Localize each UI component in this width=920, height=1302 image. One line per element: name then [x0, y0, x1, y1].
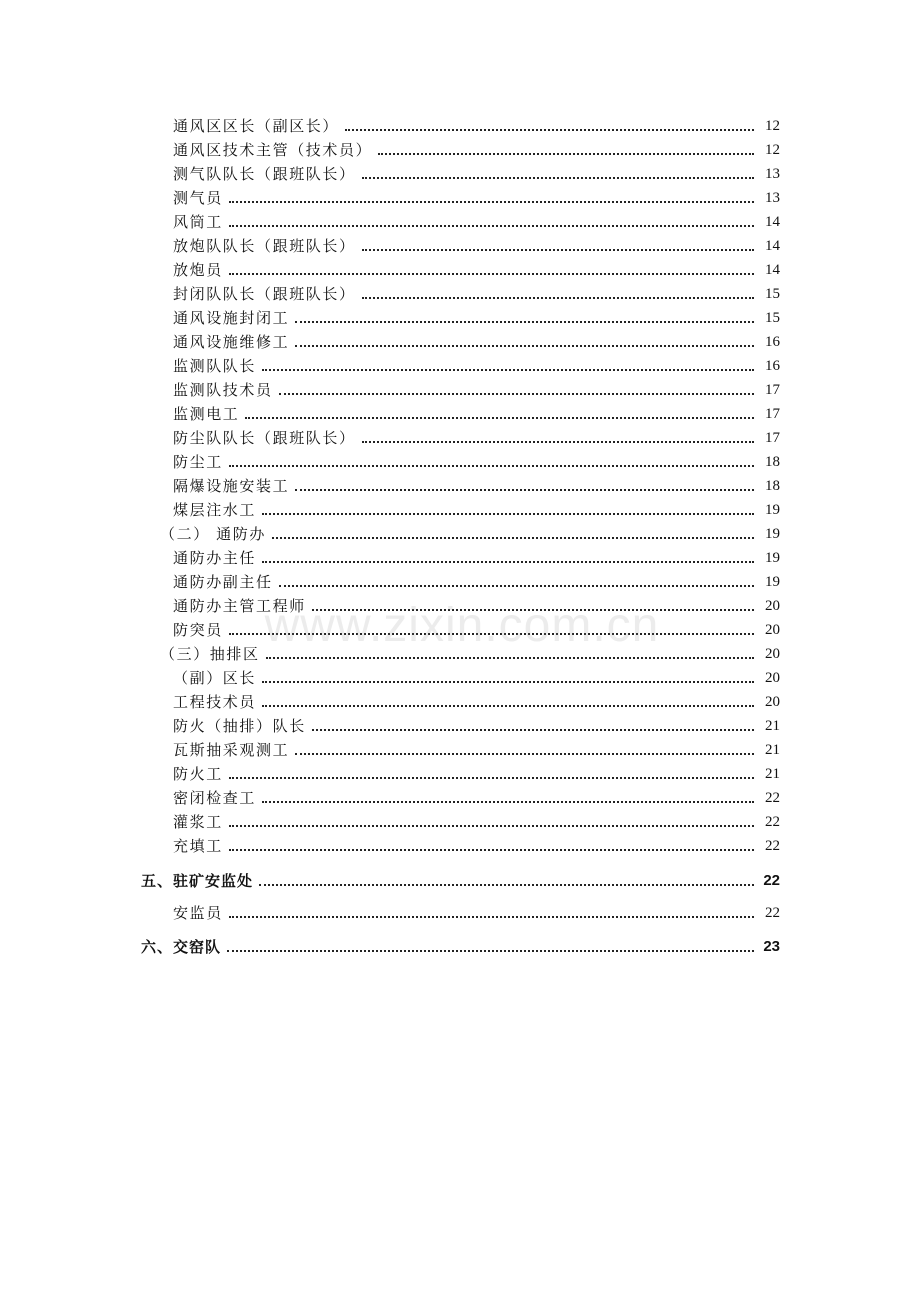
toc-entry-title: 通防办主任: [173, 549, 257, 567]
toc-entry-title: 风筒工: [173, 213, 223, 231]
toc-entry-title: 放炮队队长（跟班队长）: [173, 237, 356, 255]
toc-entry-title: 通风区区长（副区长）: [173, 117, 340, 135]
leader-dots: [245, 417, 754, 419]
toc-entry-title: 五、驻矿安监处: [141, 872, 254, 890]
watermark: www.zixin.com.cn: [264, 599, 660, 652]
leader-dots: [362, 249, 754, 251]
toc-entry-page: 19: [765, 574, 780, 590]
toc-entry-page: 20: [765, 670, 780, 686]
toc-entry-title: 煤层注水工: [173, 501, 257, 519]
leader-dots: [262, 801, 754, 803]
toc-entry-title: 放炮员: [173, 261, 223, 279]
leader-dots: [345, 129, 754, 131]
toc-entry-page: 22: [765, 905, 780, 921]
toc-entry[interactable]: [0, 569, 920, 591]
toc-entry-page: 21: [765, 766, 780, 782]
toc-entry-title: 瓦斯抽采观测工: [173, 741, 290, 759]
toc-entry[interactable]: [0, 593, 920, 615]
leader-dots: [229, 633, 754, 635]
toc-entry-title: 通防办主管工程师: [173, 597, 306, 615]
toc-entry-title: 安监员: [173, 904, 223, 922]
leader-dots: [229, 777, 754, 779]
toc-entry-page: 18: [765, 478, 780, 494]
toc-entry[interactable]: [0, 425, 920, 447]
toc-entry-title: 灌浆工: [173, 813, 223, 831]
toc-entry-page: 20: [765, 622, 780, 638]
toc-entry[interactable]: [0, 900, 920, 922]
leader-dots: [312, 729, 754, 731]
toc-entry[interactable]: [0, 689, 920, 711]
toc-entry-title: 隔爆设施安装工: [173, 477, 290, 495]
leader-dots: [262, 513, 754, 515]
toc-entry[interactable]: [0, 449, 920, 471]
toc-entry[interactable]: [0, 809, 920, 831]
toc-entry-page: 14: [765, 214, 780, 230]
leader-dots: [229, 849, 754, 851]
leader-dots: [262, 561, 754, 563]
leader-dots: [229, 201, 754, 203]
toc-entry-page: 19: [765, 526, 780, 542]
toc-entry[interactable]: [0, 185, 920, 207]
toc-entry[interactable]: [0, 665, 920, 687]
toc-entry-title: 工程技术员: [173, 693, 257, 711]
leader-dots: [259, 884, 754, 886]
toc-entry-page: 14: [765, 238, 780, 254]
toc-entry-title: 测气队队长（跟班队长）: [173, 165, 356, 183]
toc-entry-page: 17: [765, 406, 780, 422]
toc-chapter-entry[interactable]: [0, 868, 920, 890]
toc-entry[interactable]: [0, 401, 920, 423]
toc-chapter-entry[interactable]: [0, 934, 920, 956]
leader-dots: [262, 705, 754, 707]
toc-entry[interactable]: [0, 713, 920, 735]
toc-entry-page: 13: [765, 166, 780, 182]
toc-entry[interactable]: [0, 257, 920, 279]
toc-entry-title: 测气员: [173, 189, 223, 207]
toc-entry[interactable]: [0, 497, 920, 519]
toc-entry-page: 19: [765, 550, 780, 566]
toc-entry[interactable]: [0, 113, 920, 135]
toc-entry-page: 16: [765, 358, 780, 374]
leader-dots: [295, 345, 754, 347]
toc-section-entry[interactable]: [0, 521, 920, 543]
toc-entry-page: 17: [765, 430, 780, 446]
leader-dots: [229, 825, 754, 827]
toc-entry[interactable]: [0, 353, 920, 375]
leader-dots: [229, 465, 754, 467]
toc-section-entry[interactable]: [0, 641, 920, 663]
toc-entry-page: 20: [765, 646, 780, 662]
leader-dots: [227, 950, 754, 952]
toc-entry-title: 通风区技术主管（技术员）: [173, 141, 373, 159]
toc-entry-page: 14: [765, 262, 780, 278]
toc-entry[interactable]: [0, 761, 920, 783]
toc-entry-page: 16: [765, 334, 780, 350]
leader-dots: [262, 681, 754, 683]
toc-entry-title: 防尘队队长（跟班队长）: [173, 429, 356, 447]
toc-entry[interactable]: [0, 209, 920, 231]
toc-entry[interactable]: [0, 161, 920, 183]
leader-dots: [378, 153, 754, 155]
toc-entry-page: 15: [765, 286, 780, 302]
toc-entry-title: 通防办副主任: [173, 573, 273, 591]
toc-entry-title: 监测队队长: [173, 357, 257, 375]
leader-dots: [266, 657, 754, 659]
leader-dots: [229, 225, 754, 227]
toc-entry-title: 通风设施维修工: [173, 333, 290, 351]
toc-entry-title: 监测电工: [173, 405, 240, 423]
toc-entry-page: 22: [765, 838, 780, 854]
leader-dots: [272, 537, 754, 539]
leader-dots: [312, 609, 754, 611]
toc-entry[interactable]: [0, 737, 920, 759]
toc-entry-page: 23: [763, 938, 780, 955]
toc-entry-page: 21: [765, 742, 780, 758]
toc-entry[interactable]: [0, 305, 920, 327]
toc-entry[interactable]: [0, 473, 920, 495]
leader-dots: [229, 916, 754, 918]
leader-dots: [262, 369, 754, 371]
toc-entry-page: 22: [763, 872, 780, 889]
toc-entry-page: 21: [765, 718, 780, 734]
toc-entry-page: 19: [765, 502, 780, 518]
toc-entry-page: 18: [765, 454, 780, 470]
leader-dots: [362, 177, 754, 179]
toc-entry[interactable]: [0, 545, 920, 567]
toc-entry-title: 防火工: [173, 765, 223, 783]
leader-dots: [362, 297, 754, 299]
toc-entry-page: 12: [765, 118, 780, 134]
toc-entry-title: （二） 通防办: [160, 525, 266, 543]
leader-dots: [279, 393, 754, 395]
leader-dots: [229, 273, 754, 275]
toc-entry[interactable]: [0, 785, 920, 807]
toc-entry-title: 封闭队队长（跟班队长）: [173, 285, 356, 303]
leader-dots: [295, 753, 754, 755]
toc-entry-page: 12: [765, 142, 780, 158]
toc-entry[interactable]: [0, 617, 920, 639]
toc-entry-page: 13: [765, 190, 780, 206]
toc-entry[interactable]: [0, 329, 920, 351]
toc-entry[interactable]: [0, 137, 920, 159]
toc-entry-title: 防火（抽排）队长: [173, 717, 306, 735]
toc-entry-title: （副）区长: [173, 669, 257, 687]
toc-entry-page: 20: [765, 694, 780, 710]
toc-entry-page: 22: [765, 814, 780, 830]
toc-entry[interactable]: [0, 281, 920, 303]
toc-entry[interactable]: [0, 233, 920, 255]
toc-entry-title: 通风设施封闭工: [173, 309, 290, 327]
toc-entry-title: 六、交窑队: [141, 938, 222, 956]
toc-entry-page: 17: [765, 382, 780, 398]
toc-entry-page: 20: [765, 598, 780, 614]
leader-dots: [295, 489, 754, 491]
toc-entry-title: 防突员: [173, 621, 223, 639]
toc-entry[interactable]: [0, 377, 920, 399]
toc-entry-page: 15: [765, 310, 780, 326]
toc-entry[interactable]: [0, 833, 920, 855]
leader-dots: [295, 321, 754, 323]
toc-entry-title: 监测队技术员: [173, 381, 273, 399]
toc-entry-page: 22: [765, 790, 780, 806]
toc-entry-title: 防尘工: [173, 453, 223, 471]
toc-entry-title: （三）抽排区: [160, 645, 260, 663]
toc-entry-title: 密闭检查工: [173, 789, 257, 807]
leader-dots: [279, 585, 754, 587]
leader-dots: [362, 441, 754, 443]
toc-entry-title: 充填工: [173, 837, 223, 855]
